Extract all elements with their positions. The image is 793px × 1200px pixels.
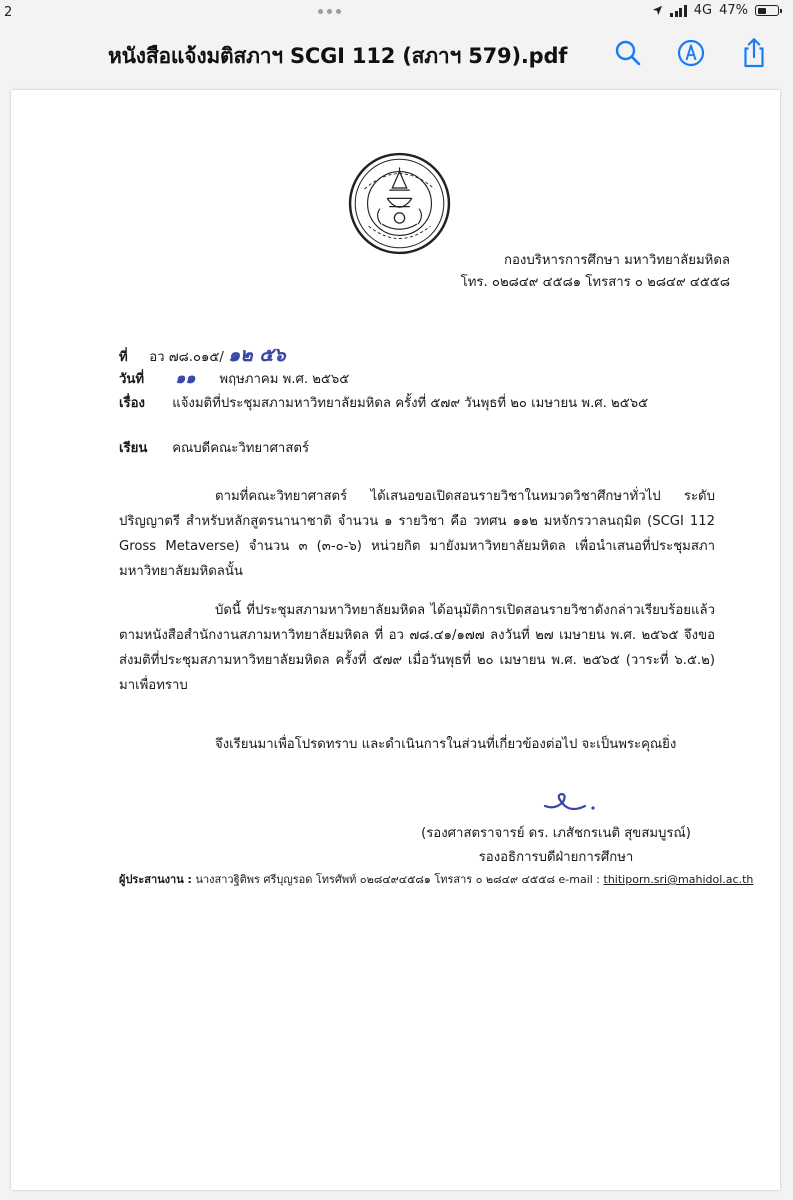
reference-handwritten: ๑๒ ๕๖	[228, 344, 286, 366]
status-bar	[0, 0, 793, 28]
document-title: หนังสือแจ้งมติสภาฯ SCGI 112 (สภาฯ 579).pdf	[108, 44, 568, 68]
signature-block	[411, 822, 701, 870]
closing-text: จึงเรียนมาเพื่อโปรดทราบ และดำเนินการในส่วนที่เกี่ยวข้องต่อไป จะเป็นพระคุณยิ่ง	[215, 737, 677, 752]
date-handwritten: ๑๑	[175, 368, 196, 387]
coordinator-details: นางสาวฐิติพร ศรีบุญรอด โทรศัพท์ ๐๒๘๔๙๔๕๘๑ โทรสาร ๐ ๒๘๔๙ ๔๕๕๘ e-mail :	[195, 873, 601, 886]
cellular-signal-icon	[670, 5, 687, 17]
body-paragraph-2	[119, 598, 715, 698]
multitasking-dots-icon[interactable]	[318, 9, 341, 14]
date-value: พฤษภาคม พ.ศ. ๒๕๖๕	[219, 372, 350, 387]
signatory-title: รองอธิการบดีฝ่ายการศึกษา	[478, 850, 634, 865]
subject-value: แจ้งมติที่ประชุมสภามหาวิทยาลัยมหิดล ครั้งที่ ๕๗๙ วันพุธที่ ๒๐ เมษายน พ.ศ. ๒๕๖๕	[172, 396, 649, 411]
salutation-label: เรียน	[119, 441, 148, 456]
battery-percent: 47%	[719, 3, 748, 18]
sender-address	[461, 250, 730, 294]
date-label: วันที่	[119, 372, 145, 387]
salutation-value: คณบดีคณะวิทยาศาสตร์	[172, 441, 310, 456]
status-time: 2	[4, 5, 13, 20]
closing-paragraph	[119, 732, 715, 757]
salutation-row	[119, 437, 309, 458]
search-icon[interactable]	[611, 36, 645, 70]
coordinator-email-link[interactable]: thitiporn.sri@mahidol.ac.th	[603, 873, 754, 886]
network-type: 4G	[693, 3, 713, 18]
subject-row	[119, 392, 648, 413]
status-indicators	[652, 3, 779, 18]
pdf-page[interactable]	[11, 90, 780, 1190]
mahidol-university-seal-icon	[348, 152, 451, 255]
nav-bar	[0, 28, 793, 80]
coordinator-footer	[119, 870, 753, 888]
paragraph-2-text: บัดนี้ ที่ประชุมสภามหาวิทยาลัยมหิดล ได้อนุมัติการเปิดสอนรายวิชาดังกล่าวเรียบร้อยแล้ว ตามหนังสือสำนักงานสภามหาวิทยาลัยมหิดล ที่ อว ๗๘.๔๑/๑๗๗ ลงวันที่ ๒๗ เมษายน พ.ศ. ๒๕๖๕ จึงขอส่งมติที่ประชุมสภามหาวิทยาลัยมหิดล ครั้งที่ ๕๗๙ เมื่อวันพุธที่ ๒๐ เมษายน พ.ศ. ๒๕๖๕ (วาระที่ ๖.๕.๒) มาเพื่อทราบ	[119, 603, 715, 693]
subject-label: เรื่อง	[119, 396, 145, 411]
paragraph-1-text: ตามที่คณะวิทยาศาสตร์ ได้เสนอขอเปิดสอนรายวิชาในหมวดวิชาศึกษาทั่วไป ระดับปริญญาตรี สำหรับหลักสูตรนานาชาติ จำนวน ๑ รายวิชา คือ วทศน ๑๑๒ มหจักรวาลนฤมิต (SCGI 112 Gross Metaverse) จำนวน ๓ (๓-๐-๖) หน่วยกิต มายังมหาวิทยาลัยมหิดล เพื่อนำเสนอที่ประชุมสภามหาวิทยาลัยมหิดลนั้น	[119, 489, 715, 579]
body-paragraph-1	[119, 484, 715, 584]
location-arrow-icon	[652, 5, 663, 16]
share-icon[interactable]	[737, 36, 771, 70]
sender-org-name: กองบริหารการศึกษา มหาวิทยาลัยมหิดล	[504, 253, 730, 268]
sender-contact: โทร. ๐๒๘๔๙ ๔๕๘๑ โทรสาร ๐ ๒๘๔๙ ๔๕๕๘	[460, 275, 730, 290]
reference-label: ที่	[119, 350, 128, 365]
reference-number: อว ๗๘.๐๑๕/	[149, 350, 224, 365]
handwritten-signature	[541, 788, 601, 814]
signatory-name: (รองศาสตราจารย์ ดร. เภสัชกรเนติ สุขสมบูรณ์)	[421, 826, 691, 841]
date-row	[119, 366, 349, 391]
coordinator-label: ผู้ประสานงาน :	[119, 873, 192, 886]
battery-icon	[755, 5, 779, 16]
markup-icon[interactable]	[674, 36, 708, 70]
